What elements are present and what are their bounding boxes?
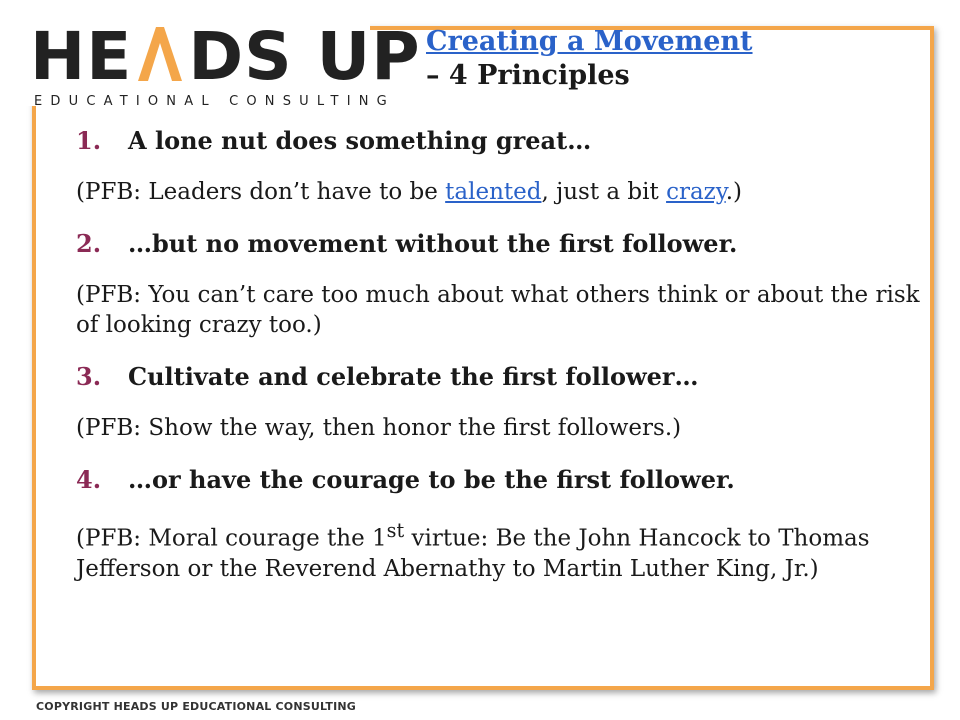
principle-1-note [76,177,926,207]
note-text: .) [725,179,743,205]
principle-text: Cultivate and celebrate the first follower… [128,362,699,391]
note-superscript: st [386,519,405,542]
logo-subtitle: EDUCATIONAL CONSULTING [34,94,395,109]
principles-content [76,126,926,606]
logo-a-chevron-icon [134,23,186,79]
principle-2-note: (PFB: You can’t care too much about what others think or about the risk of looking crazy too.) [76,282,920,338]
title-subtitle: – 4 Principles [426,60,630,91]
principle-number: 3. [76,362,102,391]
title-link[interactable]: Creating a Movement [426,26,753,57]
crazy-link[interactable]: crazy [666,179,726,205]
talented-link[interactable]: talented [445,179,542,205]
note-text: virtue: Be the John Hancock to Thomas Jefferson or the Reverend Abernathy to Martin Luther King, Jr.) [76,525,870,582]
logo-text-right: DS UP [188,18,421,95]
heads-up-logo [20,16,421,109]
principle-3 [76,362,926,391]
note-text: (PFB: Leaders don’t have to be [76,179,446,205]
principle-text: …but no movement without the first follower. [128,229,738,258]
copyright-footer: COPYRIGHT HEADS UP EDUCATIONAL CONSULTING [36,700,357,713]
logo-wordmark [30,18,421,95]
principle-number: 1. [76,126,102,155]
principle-number: 4. [76,465,102,494]
principle-text: …or have the courage to be the first follower. [128,465,735,494]
note-text: (PFB: Moral courage the 1 [76,525,387,552]
principle-4 [76,465,926,494]
logo-text-left: HE [30,18,133,95]
principle-2 [76,229,926,258]
principle-3-note: (PFB: Show the way, then honor the first followers.) [76,415,682,441]
principle-1 [76,126,926,155]
note-text: , just a bit [541,179,667,205]
principle-number: 2. [76,229,102,258]
principle-text: A lone nut does something great… [128,126,592,155]
principle-4-note [76,516,926,584]
